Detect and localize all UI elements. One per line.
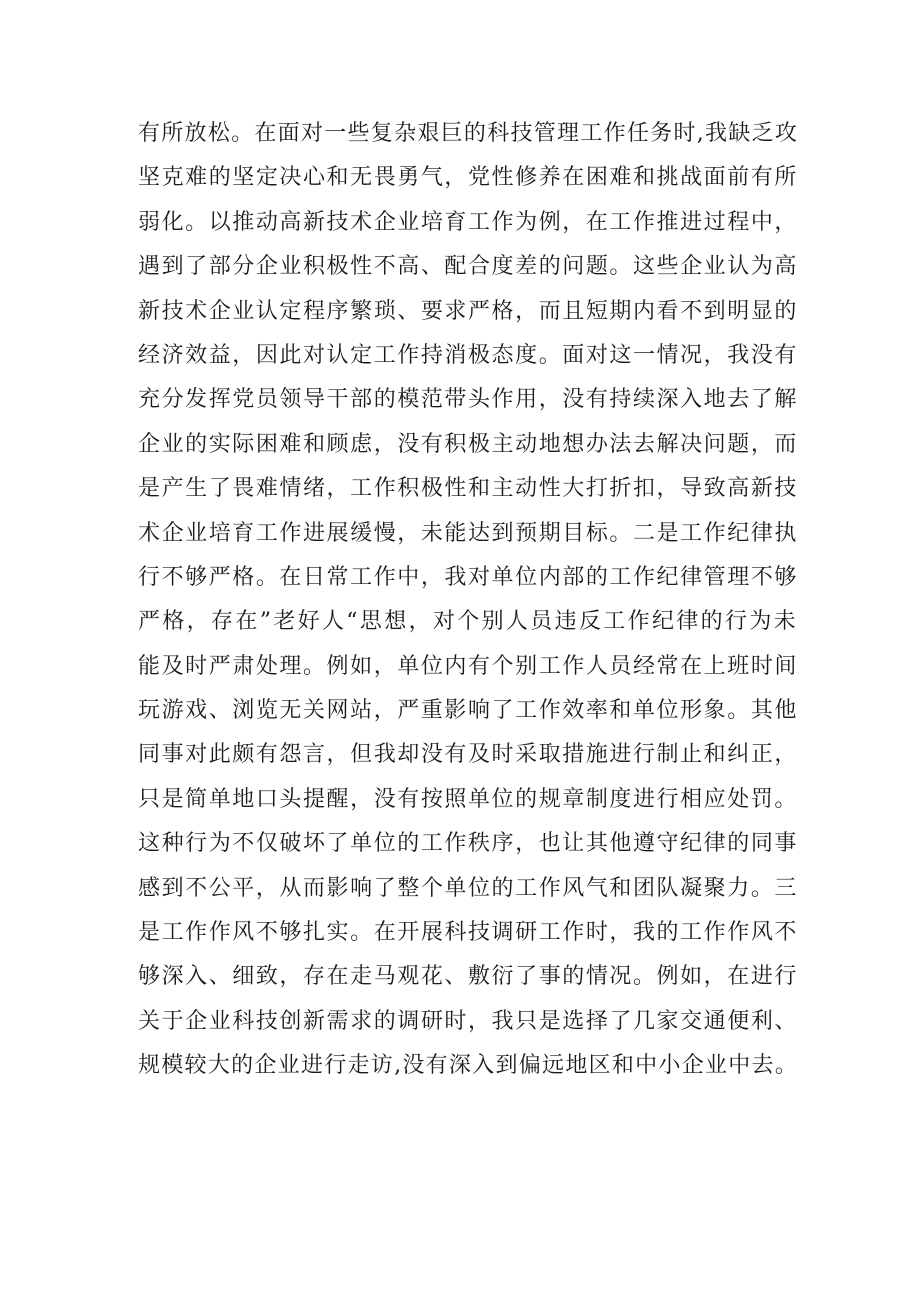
text-line: 有所放松。在面对一些复杂艰巨的科技管理工作任务时,我缺乏攻 — [138, 121, 799, 146]
text-line: 玩游戏、浏览无关网站，严重影响了工作效率和单位形象。其他 — [138, 698, 798, 724]
text-line: 这种行为不仅破坏了单位的工作秩序，也让其他遵守纪律的同事 — [138, 831, 798, 857]
text-line: 遇到了部分企业积极性不高、配合度差的问题。这些企业认为高 — [138, 254, 798, 280]
text-line: 关于企业科技创新需求的调研时，我只是选择了几家交通便利、 — [138, 1008, 798, 1034]
text-line: 坚克难的坚定决心和无畏勇气，党性修养在困难和挑战面前有所 — [138, 165, 798, 191]
body-text — [138, 112, 798, 1089]
text-line: 够深入、细致，存在走马观花、敷衍了事的情况。例如，在进行 — [138, 964, 798, 990]
text-line: 同事对此颇有怨言，但我却没有及时采取措施进行制止和纠正， — [138, 742, 798, 768]
text-line: 是工作作风不够扎实。在开展科技调研工作时，我的工作作风不 — [138, 920, 798, 946]
text-line: 严格，存在”老好人“思想，对个别人员违反工作纪律的行为未 — [138, 609, 799, 635]
text-line: 新技术企业认定程序繁琐、要求严格，而且短期内看不到明显的 — [138, 298, 798, 324]
text-line: 感到不公平，从而影响了整个单位的工作风气和团队凝聚力。三 — [138, 875, 798, 901]
text-line: 经济效益，因此对认定工作持消极态度。面对这一情况，我没有 — [138, 342, 798, 368]
text-line: 规模较大的企业进行走访,没有深入到偏远地区和中小企业中去。 — [138, 1053, 799, 1079]
text-line: 是产生了畏难情绪，工作积极性和主动性大打折扣，导致高新技 — [138, 476, 798, 502]
text-line: 充分发挥党员领导干部的模范带头作用，没有持续深入地去了解 — [138, 387, 798, 413]
text-line: 弱化。以推动高新技术企业培育工作为例，在工作推进过程中， — [138, 209, 798, 235]
text-line: 企业的实际困难和顾虑，没有积极主动地想办法去解决问题，而 — [138, 431, 798, 457]
text-line: 只是简单地口头提醒，没有按照单位的规章制度进行相应处罚。 — [138, 786, 798, 812]
text-line: 能及时严肃处理。例如，单位内有个别工作人员经常在上班时间 — [138, 653, 798, 679]
text-line: 术企业培育工作进展缓慢，未能达到预期目标。二是工作纪律执 — [138, 520, 798, 546]
text-line: 行不够严格。在日常工作中，我对单位内部的工作纪律管理不够 — [138, 564, 798, 590]
